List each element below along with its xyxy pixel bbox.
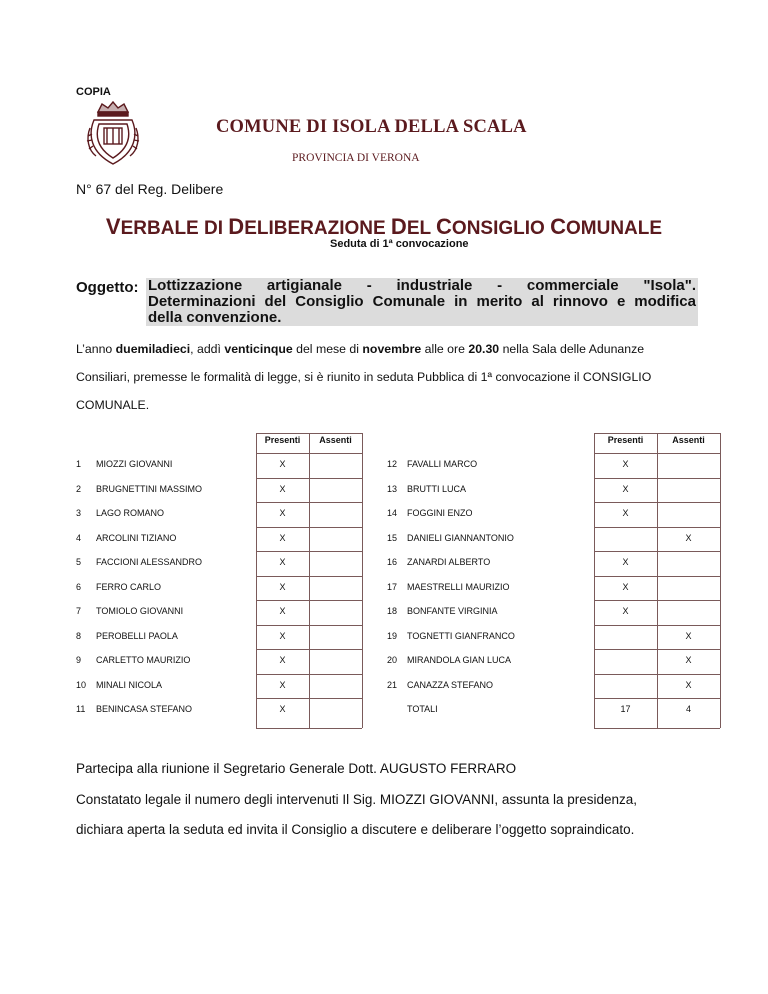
- row-number: 6: [76, 581, 82, 592]
- row-number: 10: [76, 679, 87, 690]
- grid-line: [256, 728, 362, 729]
- row-number: 9: [76, 655, 82, 665]
- row-number: 21: [387, 679, 398, 690]
- councillor-name: BRUGNETTINI MASSIMO: [96, 483, 203, 494]
- intro-line-1: L’anno duemiladieci, addì venticinque del mese di novembre alle ore 20.30 nella Sala delle Adunanze: [76, 342, 645, 356]
- grid-line: [594, 478, 720, 479]
- document-title: VERBALE DI DELIBERAZIONE DEL CONSIGLIO COMUNALE: [105, 214, 663, 239]
- presente-mark: X: [622, 483, 629, 494]
- grid-line: [594, 527, 720, 528]
- councillor-name: FAVALLI MARCO: [407, 459, 478, 469]
- presente-mark: X: [279, 655, 286, 665]
- councillor-name: CANAZZA STEFANO: [407, 679, 494, 690]
- row-number: 19: [387, 630, 398, 641]
- assente-mark: X: [685, 532, 692, 543]
- grid-line: [594, 453, 720, 454]
- councillor-name: MINALI NICOLA: [96, 679, 163, 690]
- presente-mark: X: [279, 581, 286, 592]
- grid-line: [594, 433, 720, 434]
- presente-mark: X: [622, 508, 629, 518]
- provincia-label: PROVINCIA DI VERONA: [292, 152, 420, 164]
- seduta-subtitle: Seduta di 1ª convocazione: [330, 238, 469, 250]
- segretario-line: Partecipa alla riunione il Segretario Generale Dott. AUGUSTO FERRARO: [76, 761, 517, 776]
- grid-line: [256, 649, 362, 650]
- councillor-name: BRUTTI LUCA: [407, 483, 467, 494]
- grid-line: [594, 728, 720, 729]
- grid-line: [594, 551, 720, 552]
- row-number: 2: [76, 483, 82, 494]
- assente-mark: X: [685, 655, 692, 665]
- councillor-name: MAESTRELLI MAURIZIO: [407, 581, 510, 592]
- presente-mark: X: [279, 630, 286, 641]
- grid-line: [594, 625, 720, 626]
- councillor-name: TOMIOLO GIOVANNI: [96, 606, 184, 616]
- councillor-name: DANIELI GIANNANTONIO: [407, 532, 514, 543]
- row-number: 15: [387, 532, 398, 543]
- grid-line: [256, 433, 362, 434]
- councillor-name: BONFANTE VIRGINIA: [407, 606, 498, 616]
- grid-line: [256, 600, 362, 601]
- row-number: 16: [387, 557, 398, 567]
- grid-line: [256, 698, 362, 699]
- presente-mark: X: [279, 532, 286, 543]
- councillor-name: TOGNETTI GIANFRANCO: [407, 630, 515, 641]
- grid-line: [720, 433, 721, 728]
- municipal-crest-icon: [84, 98, 142, 170]
- row-number: 17: [387, 581, 398, 592]
- row-number: 4: [76, 532, 82, 543]
- presente-mark: X: [279, 557, 286, 567]
- grid-line: [256, 527, 362, 528]
- councillor-name: PEROBELLI PAOLA: [96, 630, 178, 641]
- apertura-line: dichiara aperta la seduta ed invita il Consiglio a discutere e deliberare l’oggetto sopraindicato.: [76, 822, 635, 837]
- row-number: 20: [387, 655, 398, 665]
- row-number: 11: [76, 704, 86, 714]
- row-number: 18: [387, 606, 398, 616]
- presente-mark: 17: [620, 704, 631, 714]
- row-number: 14: [387, 508, 398, 518]
- councillor-name: ARCOLINI TIZIANO: [96, 532, 177, 543]
- grid-line: [256, 453, 362, 454]
- grid-line: [594, 674, 720, 675]
- councillor-name: MIOZZI GIOVANNI: [96, 459, 173, 469]
- presente-mark: X: [622, 459, 629, 469]
- oggetto-text: Lottizzazione artigianale - industriale - commerciale "Isola". Determinazioni del Consiglio Comunale in merito al rinnovo e modifica della convenzione.: [148, 277, 696, 326]
- councillor-name: MIRANDOLA GIAN LUCA: [407, 655, 512, 665]
- grid-line: [594, 698, 720, 699]
- grid-line: [594, 649, 720, 650]
- presente-mark: X: [622, 557, 629, 567]
- row-number: 1: [76, 459, 82, 469]
- councillor-name: FACCIONI ALESSANDRO: [96, 557, 203, 567]
- grid-line: [594, 600, 720, 601]
- intro-line-3: COMUNALE.: [76, 398, 150, 412]
- grid-line: [362, 433, 363, 728]
- councillor-name: BENINCASA STEFANO: [96, 704, 193, 714]
- presente-mark: X: [279, 483, 286, 494]
- grid-line: [256, 674, 362, 675]
- assente-mark: X: [685, 679, 692, 690]
- presente-mark: X: [279, 704, 286, 714]
- grid-line: [594, 502, 720, 503]
- assente-mark: 4: [685, 704, 691, 714]
- row-number: 7: [76, 606, 82, 616]
- grid-line: [256, 478, 362, 479]
- presente-mark: X: [622, 606, 629, 616]
- presente-mark: X: [279, 679, 286, 690]
- presente-mark: X: [279, 508, 286, 518]
- copia-label: COPIA: [76, 86, 111, 98]
- grid-line: [256, 551, 362, 552]
- councillor-name: CARLETTO MAURIZIO: [96, 655, 191, 665]
- row-number: 3: [76, 508, 82, 518]
- presente-mark: X: [279, 606, 286, 616]
- registro-number: N° 67 del Reg. Delibere: [76, 181, 224, 197]
- presidenza-line: Constatato legale il numero degli intervenuti Il Sig. MIOZZI GIOVANNI, assunta la presidenza,: [76, 792, 638, 807]
- row-number: 12: [387, 459, 398, 469]
- assente-mark: X: [685, 630, 692, 641]
- intro-line-2: Consiliari, premesse le formalità di legge, si è riunito in seduta Pubblica di 1ª convocazione il CONSIGLIO: [76, 370, 652, 384]
- grid-line: [594, 576, 720, 577]
- col-header-assenti: Assenti: [319, 435, 352, 445]
- grid-line: [256, 502, 362, 503]
- col-header-assenti: Assenti: [672, 435, 705, 445]
- councillor-name: FOGGINI ENZO: [407, 508, 473, 518]
- oggetto-label: Oggetto:: [76, 279, 139, 296]
- councillor-name: FERRO CARLO: [96, 581, 162, 592]
- presente-mark: X: [622, 581, 629, 592]
- councillor-name: LAGO ROMANO: [96, 508, 165, 518]
- row-number: 8: [76, 630, 82, 641]
- councillor-name: ZANARDI ALBERTO: [407, 557, 491, 567]
- row-number: 5: [76, 557, 82, 567]
- grid-line: [256, 576, 362, 577]
- col-header-presenti: Presenti: [264, 435, 301, 445]
- presente-mark: X: [279, 459, 286, 469]
- row-number: 13: [387, 483, 398, 494]
- comune-title: COMUNE DI ISOLA DELLA SCALA: [216, 117, 527, 137]
- grid-line: [256, 625, 362, 626]
- councillor-name: TOTALI: [407, 704, 438, 714]
- col-header-presenti: Presenti: [607, 435, 644, 445]
